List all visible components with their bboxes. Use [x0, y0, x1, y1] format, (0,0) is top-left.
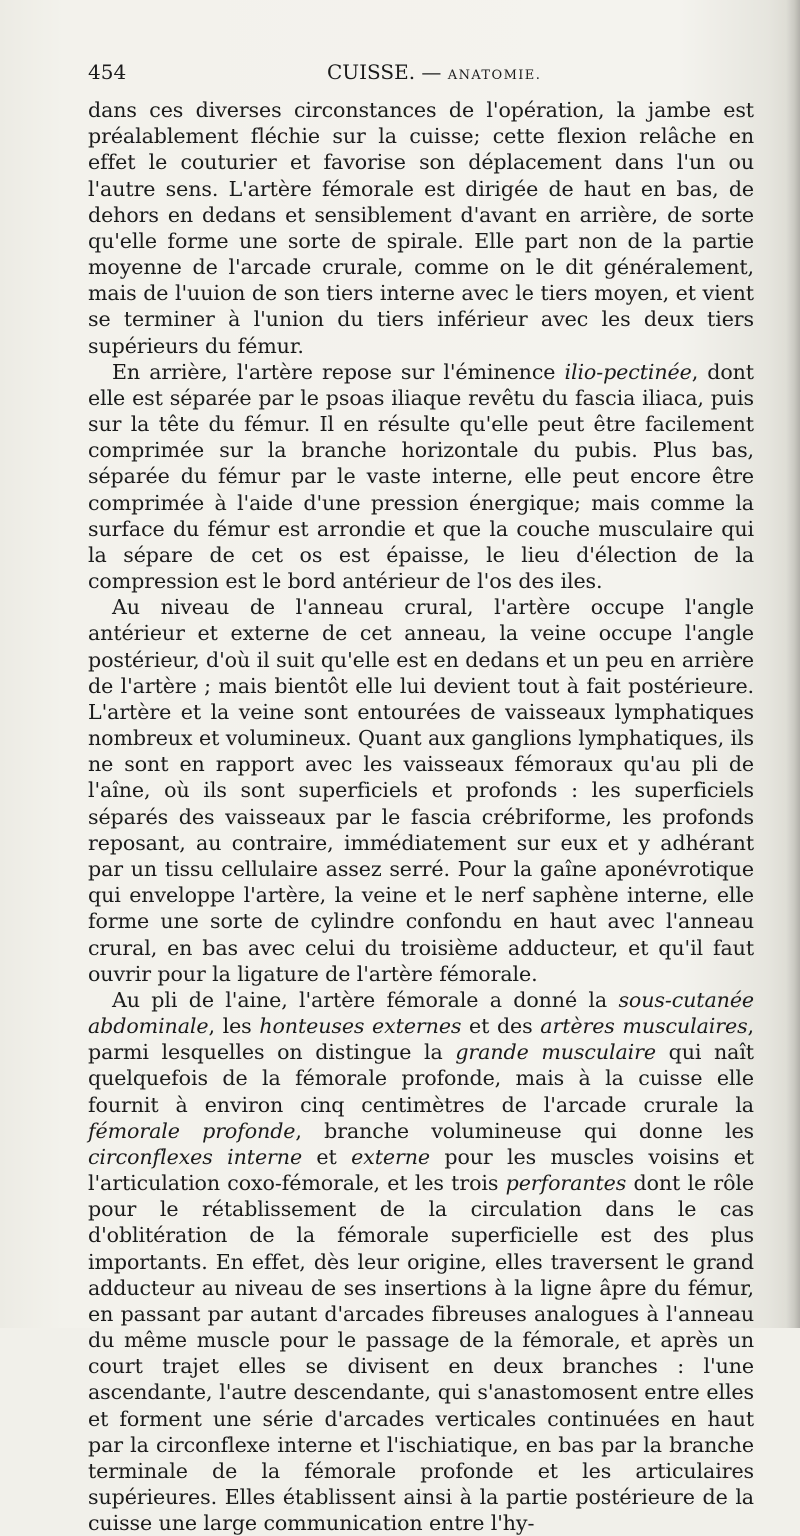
text-run: et des [461, 1014, 541, 1039]
italic-term: grande musculaire [455, 1040, 656, 1065]
page-edge-shadow [786, 0, 800, 1328]
text-run: et [302, 1144, 352, 1169]
running-title [327, 60, 541, 84]
running-header [88, 60, 753, 92]
page-number: 454 [88, 60, 127, 84]
text-run: dont le rôle pour le rétablissement de la circulation dans le cas d'oblitération de la fémorale superficielle est des plus importants. En effet, dès leur origine, elles traversent le grand adducteur au niveau de ses insertions à la ligne âpre du fémur, en passant par autant d'arcades fibreuses analogues à l'anneau du même muscle pour le passage de la fémorale, et après un court trajet elles se divisent en deux branches : l'une ascendante, l'autre descendante, qui s'anastomosent entre elles et forment une série d'arcades verticales continuées en haut par la circonflexe interne et l'ischiatique, en bas par la branche terminale de la fémorale profonde et les articulaires supérieures. Elles établissent ainsi à la partie postérieure de la cuisse une large communication entre l'hy- [88, 1171, 754, 1536]
text-run: Au pli de l'aine, l'artère fémorale a donné la [112, 987, 619, 1012]
italic-term: artères musculaires [540, 1014, 748, 1039]
text-run: , dont elle est séparée par le psoas iliaque revêtu du fascia iliaca, puis sur la tête du fémur. Il en résulte qu'elle peut être facilement comprimée sur la branche horizontale du pubis. Plus bas, séparée du fémur par le vaste interne, elle peut encore être comprimée à l'aide d'une pression énergique; mais comme la surface du fémur est arrondie et que la couche musculaire qui la sépare de cet os est épaisse, le lieu d'élection de la compression est le bord antérieur de l'os des iles. [88, 359, 754, 594]
italic-term: ilio-pectinée [564, 359, 692, 384]
text-run: dans ces diverses circonstances de l'opération, la jambe est préalablement fléchie sur la cuisse; cette flexion relâche en effet le couturier et favorise son déplacement dans l'un ou l'autre sens. L'artère fémorale est dirigée de haut en bas, de dehors en dedans et sensiblement d'avant en arrière, de sorte qu'elle forme une sorte de spirale. Elle part non de la partie moyenne de l'arcade crurale, comme on le dit généralement, mais de l'uuion de son tiers interne avec le tiers moyen, et vient se terminer à l'union du tiers inférieur avec les deux tiers supérieurs du fémur. [88, 98, 754, 358]
italic-term: circonflexes interne [88, 1144, 303, 1169]
running-title-main: CUISSE. — [327, 60, 442, 84]
text-run: pour les muscles voisins et l'articulation coxo-fémorale, et les trois [88, 1144, 754, 1196]
running-title-section: ANATOMIE. [447, 68, 542, 83]
paragraph [88, 987, 754, 1536]
text-run: En arrière, l'artère repose sur l'éminence [112, 359, 565, 384]
text-run: Au niveau de l'anneau crural, l'artère occupe l'angle antérieur et externe de cet anneau, la veine occupe l'angle postérieur, d'où il suit qu'elle est en dedans et un peu en arrière de l'artère ; mais bientôt elle lui devient tout à fait postérieure. L'artère et la veine sont entourées de vaisseaux lymphatiques nombreux et volumineux. Quant aux ganglions lymphatiques, ils ne sont en rapport avec les vaisseaux fémoraux qu'au pli de l'aîne, où ils sont superficiels et profonds : les superficiels séparés des vaisseaux par le fascia crébriforme, les profonds reposant, au contraire, immédiatement sur eux et y adhérant par un tissu cellulaire assez serré. Pour la gaîne aponévrotique qui enveloppe l'artère, la veine et le nerf saphène interne, elle forme une sorte de cylindre confondu en haut avec l'anneau crural, en bas avec celui du troisième adducteur, et qu'il faut ouvrir pour la ligature de l'artère fémorale. [88, 595, 754, 986]
paragraph [88, 97, 754, 359]
paragraph [88, 359, 754, 595]
body-text [88, 97, 754, 1536]
paragraph [88, 594, 754, 987]
text-run: , les [208, 1014, 260, 1039]
italic-term: honteuses externes [259, 1014, 462, 1039]
text-run: qui naît quelquefois de la fémorale profonde, mais à la cuisse elle fournit à environ cinq centimètres de l'arcade crurale la [88, 1040, 754, 1117]
text-run: , branche volumineuse qui donne les [295, 1118, 754, 1143]
italic-term: perforantes [505, 1171, 627, 1196]
text-run: , parmi lesquelles on distingue la [88, 1014, 754, 1065]
italic-term: fémorale profonde [88, 1118, 296, 1143]
italic-term: sous-cutanée abdominale [88, 987, 754, 1039]
italic-term: externe [351, 1144, 430, 1169]
